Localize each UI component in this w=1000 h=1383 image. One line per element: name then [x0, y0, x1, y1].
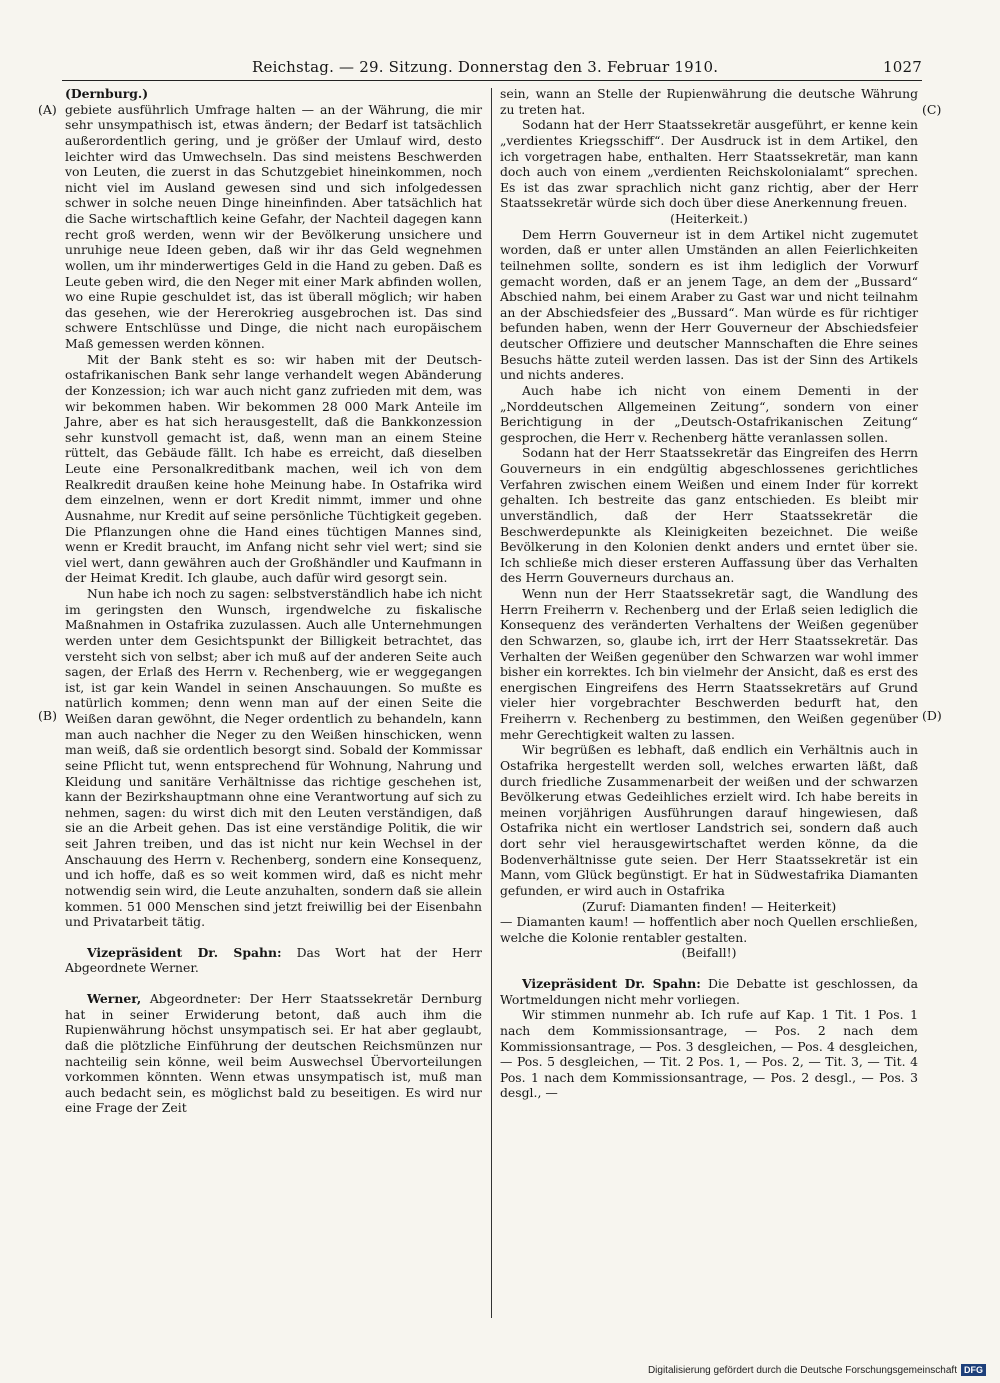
margin-mark-a: (A): [38, 102, 57, 117]
speaker-name: Werner,: [87, 991, 142, 1006]
page-number: 1027: [883, 58, 922, 76]
right-column: [500, 86, 918, 1101]
paragraph: Sodann hat der Herr Staatssekretär das Eingreifen des Herrn Gouverneurs in ein endgültig abgeschlossenes gerichtliches Verfahren zwischen einem Weißen und einem Inder für korrekt gehalten. Ich bestreite das ganz entschieden. Es bleibt mir unverständlich, daß der Herr Staatssekretär die Beschwerdepunkte als Kleinigkeiten bezeichnet. Die weiße Bevölkerung in den Kolonien denkt anders und erntet über sie. Ich schließe mich dieser ersteren Auffassung über das Verhalten des Herrn Gouverneurs durchaus an.: [500, 445, 918, 586]
speech-text: Die Debatte ist geschlossen, da Wortmeldungen nicht mehr vorliegen.: [500, 976, 919, 1007]
speaker-name: Vizepräsident Dr. Spahn:: [522, 976, 701, 991]
margin-mark-c: (C): [922, 102, 942, 117]
running-title: Reichstag. — 29. Sitzung. Donnerstag den 3. Februar 1910.: [252, 58, 719, 76]
margin-mark-d: (D): [922, 708, 942, 723]
speech-vizepraesident: [500, 976, 918, 1007]
speaker-name: Vizepräsident Dr. Spahn:: [87, 944, 282, 960]
paragraph: Auch habe ich nicht von einem Dementi in der „Norddeutschen Allgemeinen Zeitung“, sondern von einer Berichtigung in der „Deutsch-Ostafrikanischen Zeitung“ gesprochen, die Herr v. Rechenberg hätte veranlassen sollen.: [500, 382, 918, 445]
paragraph: gebiete ausführlich Umfrage halten — an der Währung, die mir sehr unsympathisch ist, etwas ändern; der Bedarf ist tatsächlich außerordentlich gering, und je größer der Umlauf wird, desto leichter wird das Umwechseln. Das sind meistens Beschwerden von Leuten, die zuerst in das Schutzgebiet hineinkommen, noch nicht viel im Ausland gewesen sind und sich infolgedessen schwer in solche neuen Dinge hineinfinden. Aber tatsächlich hat die Sache wirtschaftlich keine Gefahr, der Nachteil dagegen kann recht groß werden, wenn wir der Bevölkerung unsichere und unruhige neue Ideen geben, daß wir ihr das Geld wegnehmen wollen, um ihr minderwertiges Geld in die Hand zu geben. Daß es Leute geben wird, die den Neger mit einer Mark abfinden wollen, wo eine Rupie geschuldet ist, das ist überall möglich; wir haben das gesehen, wie der Hererokrieg ausgebrochen ist. Das sind schwere Entschlüsse und Dinge, die nicht nach europäischem Maß gemessen werden können.: [65, 101, 482, 351]
footer-text: Digitalisierung gefördert durch die Deutsche Forschungsgemeinschaft: [647, 1364, 957, 1376]
interjection: (Heiterkeit.): [670, 211, 748, 226]
interjection: (Beifall!): [681, 945, 737, 961]
margin-mark-b: (B): [38, 708, 57, 723]
interjection: (Zuruf: Diamanten finden! — Heiterkeit): [581, 898, 837, 914]
paragraph: Sodann hat der Herr Staatssekretär ausgeführt, er kenne kein „verdientes Kriegsschiff“. Der Ausdruck ist in dem Artikel, den ich vorgetragen habe, enthalten. Herr Staatssekretär, man kann doch auch von einem „verdienten Reichskolonialamt“ sprechen. Es ist das zwar sprachlich nicht ganz richtig, aber der Herr Staatssekretär würde sich doch über diese Anerkennung freuen.: [500, 117, 918, 211]
paragraph: Wir begrüßen es lebhaft, daß endlich ein Verhältnis auch in Ostafrika hergestellt werden soll, welches erwarten läßt, daß durch friedliche Zusammenarbeit der weißen und der schwarzen Bevölkerung etwas Gedeihliches erzielt wird. Ich habe bereits in meinen vorjährigen Ausführungen darauf hingewiesen, daß Ostafrika nicht ein wertloser Landstrich sei, sondern daß auch dort sehr viel herausgewirtschaftet werden könne, da die Bodenverhältnisse gute seien. Der Herr Staatssekretär ist ein Mann, vom Glück begünstigt. Er hat in Südwestafrika Diamanten gefunden, er wird auch in Ostafrika: [500, 742, 918, 898]
speech-werner: [65, 991, 482, 1116]
paragraph: Mit der Bank steht es so: wir haben mit der Deutsch-ostafrikanischen Bank sehr lange verhandelt wegen Abänderung der Konzession; ich war auch nicht ganz zufrieden mit dem, was wir bekommen haben. Wir bekommen 28 000 Mark Anteile im Jahre, aber es hat sich herausgestellt, daß die Bankkonzession sehr kunstvoll gemacht ist, daß, wenn man an einem Steine rüttelt, das Gebäude fällt. Ich habe es erreicht, daß dieselben Leute eine Personalkreditbank machen, weil ich von dem Realkredit draußen keine hohe Meinung habe. In Ostafrika wird dem einzelnen, wenn er dort Kredit nimmt, immer und ohne Ausnahme, nur Kredit auf seine persönliche Tüchtigkeit gegeben. Die Pflanzungen ohne die Hand eines tüchtigen Mannes sind, wenn er Kredit braucht, im Anfang nicht sehr viel wert; sind sie viel wert, dann gewähren auch der Großhändler und Kaufmann in der Heimat Kredit. Ich glaube, auch dafür wird gesorgt sein.: [65, 351, 482, 586]
speech-text: Das Wort hat der Herr Abgeordnete Werner.: [65, 944, 482, 976]
speaker-tag: (Dernburg.): [65, 86, 149, 101]
paragraph: Wenn nun der Herr Staatssekretär sagt, die Wandlung des Herrn Freiherrn v. Rechenberg und der Erlaß seien lediglich die Konsequenz des veränderten Verhaltens der Weißen gegenüber den Schwarzen, so, glaube ich, irrt der Herr Staatssekretär. Das Verhalten der Weißen gegenüber den Schwarzen war wohl immer bisher ein korrektes. Ich bin vielmehr der Ansicht, daß es erst des energischen Eingreifens des Herrn Staatssekretärs auf Grund vieler hier vorgebrachter Beschwerden bedurft hat, den Freiherrn v. Rechenberg zu bestimmen, den Weißen gegenüber mehr Gerechtigkeit walten zu lassen.: [500, 586, 918, 742]
footer-credit: [648, 1364, 986, 1376]
paragraph: sein, wann an Stelle der Rupienwährung die deutsche Währung zu treten hat.: [500, 86, 918, 117]
paragraph: Nun habe ich noch zu sagen: selbstverständlich habe ich nicht im geringsten den Wunsch, irgendwelche zu fiskalische Maßnahmen in Ostafrika zuzulassen. Auch alle Unternehmungen werden unter dem Gesichtspunkt der Billigkeit betrachtet, das versteht sich von selbst; aber ich muß auf der anderen Seite auch sagen, der Erlaß des Herrn v. Rechenberg, wie er weggegangen ist, ist gar kein Wandel in seinen Anschauungen. So mußte es natürlich kommen; denn wenn man auf der einen Seite die Weißen daran gewöhnt, die Neger ordentlich zu behandeln, kann man auch nachher die Neger zu den Weißen hinschicken, wenn man weiß, daß sie ordentlich besorgt sind. Sobald der Kommissar seine Pflicht tut, wenn entsprechend für Wohnung, Nahrung und Kleidung und sanitäre Verhältnisse das richtige geschehen ist, kann der Bezirkshauptmann ohne eine Verantwortung auf sich zu nehmen, sagen: du wirst dich mit den Leuten verständigen, daß sie an die Arbeit gehen. Das ist eine verständige Politik, die wir seit Jahren treiben, und das ist nicht nur kein Wechsel in der Anschauung des Herrn v. Rechenberg, sondern eine Konsequenz, und ich hoffe, daß es so weit kommen wird, daß es nicht mehr notwendig sein wird, die Leute anzuhalten, sondern daß sie allein kommen. 51 000 Menschen sind jetzt freiwillig bei der Eisenbahn und Privatarbeit tätig.: [65, 586, 482, 930]
speech-vizepraesident: [65, 945, 482, 976]
left-column: [65, 86, 482, 1116]
page-header: [62, 58, 922, 80]
header-rule: [62, 80, 922, 81]
dfg-logo-icon: DFG: [961, 1364, 986, 1376]
column-divider: [491, 88, 492, 1318]
speech-text: Abgeordneter: Der Herr Staatssekretär Dernburg hat in seiner Erwiderung betont, daß auch ihm die Rupienwährung höchst unsympatisch sei. Er hat aber geglaubt, daß die plötzliche Einführung der deutschen Reichsmünzen nur nachteilig sein könne, weil beim Auswechsel Übervorteilungen vorkommen könnten. Wenn etwas unsympatisch ist, muß man auch bedacht sein, es möglichst bald zu beseitigen. Es wird nur eine Frage der Zeit: [65, 991, 482, 1116]
paragraph: — Diamanten kaum! — hoffentlich aber noch Quellen erschließen, welche die Kolonie rentabler gestalten.: [500, 914, 918, 945]
paragraph: Dem Herrn Gouverneur ist in dem Artikel nicht zugemutet worden, daß er unter allen Umständen an allen Feierlichkeiten teilnehmen sollte, sondern es ist ihm lediglich der Vorwurf gemacht worden, daß er an jenem Tage, an dem der „Bussard“ Abschied nahm, bei einem Araber zu Gast war und nicht teilnahm an der Abschiedsfeier des „Bussard“. Man würde es für richtiger befunden haben, wenn der Herr Gouverneur der Abschiedsfeier deutscher Offiziere und deutscher Mannschaften die Ehre seines Besuchs hätte zuteil werden lassen. Das ist der Sinn des Artikels und nichts anderes.: [500, 226, 918, 383]
paragraph: Wir stimmen nunmehr ab. Ich rufe auf Kap. 1 Tit. 1 Pos. 1 nach dem Kommissionsantrage, — Pos. 2 nach dem Kommissionsantrage, — Pos. 3 desgleichen, — Pos. 4 desgleichen, — Pos. 5 desgleichen, — Tit. 2 Pos. 1, — Pos. 2, — Tit. 3, — Tit. 4 Pos. 1 nach dem Kommissionsantrage, — Pos. 2 desgl., — Pos. 3 desgl., —: [500, 1007, 918, 1101]
